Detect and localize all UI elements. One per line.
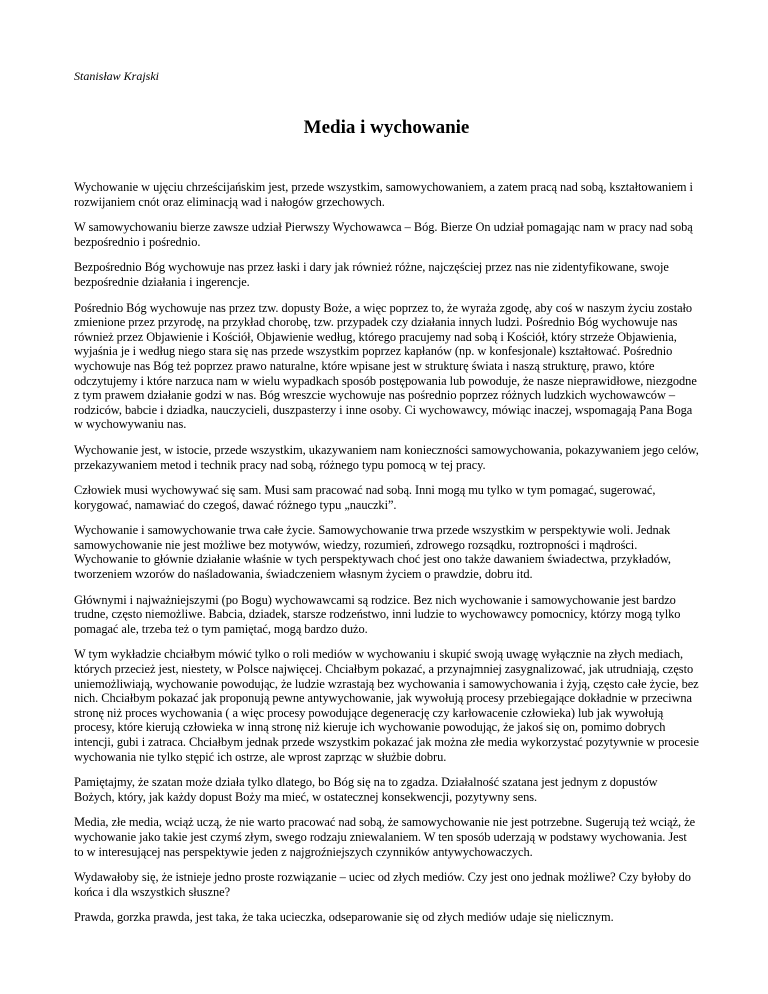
paragraph: Pośrednio Bóg wychowuje nas przez tzw. dopusty Boże, a więc poprzez to, że wyraża zgodę, aby coś w naszym życiu zostało zmienione przez przyrodę, na przykład chorobę, tzw. przypadek czy działania innych ludzi. Pośrednio Bóg wychowuje nas również przez Objawienie i Kościół, Objawienie według, którego pracujemy nad sobą i Kościół, który strzeże Objawienia, wyjaśnia je i według niego stara się nas przede wszystkim poprzez kapłanów (np. w konfesjonale) kształtować. Pośrednio wychowuje nas Bóg też poprzez prawo naturalne, które wpisane jest w strukturę świata i naszą strukturę, prawo, które odczytujemy i które narzuca nam w wielu wypadkach sposób postępowania lub powoduje, że nasze nieprawidłowe, niezgodne z tym prawem działanie godzi w nas. Bóg wreszcie wychowuje nas pośrednio poprzez różnych ludzkich wychowawców – rodziców, babcie i dziadka, nauczycieli, duszpasterzy i inne osoby. Ci wychowawcy, mówiąc inaczej, wspomagają Pana Boga w wychowywaniu nas. <box>74 300 697 432</box>
paragraph: Wychowanie i samowychowanie trwa całe życie. Samowychowanie trwa przede wszystkim w perspektywie woli. Jednak samowychowanie nie jest możliwe bez motywów, wiedzy, rozumień, zdrowego rozsądku, roztropności i mądrości. Wychowanie to głównie działanie właśnie w tych perspektywach choć jest ono także dawaniem świadectwa, przykładów, tworzeniem wzorów do naśladowania, świadczeniem własnym życiem o prawdzie, dobru itd. <box>74 523 671 582</box>
document-title: Media i wychowanie <box>303 117 470 138</box>
author-name: Stanisław Krajski <box>74 69 160 83</box>
paragraph: Pamiętajmy, że szatan może działa tylko dlatego, bo Bóg się na to zgadza. Działalność szatana jest jednym z dopustów Bożych, który, jak każdy dopust Boży ma mieć, w ostatecznej konsekwencji, pozytywny sens. <box>74 775 658 804</box>
paragraph: Wychowanie jest, w istocie, przede wszystkim, ukazywaniem nam konieczności samowychowania, pokazywaniem jego celów, przekazywaniem metod i technik pracy nad sobą, różnego typu pomocą w tej pracy. <box>74 442 699 472</box>
paragraph: Wychowanie w ujęciu chrześcijańskim jest, przede wszystkim, samowychowaniem, a zatem pracą nad sobą, kształtowaniem i rozwijaniem cnót oraz eliminacją wad i nałogów grzechowych. <box>74 180 693 209</box>
paragraph: Prawda, gorzka prawda, jest taka, że taka ucieczka, odseparowanie się od złych mediów udaje się nielicznym. <box>74 910 614 925</box>
document-body <box>74 180 699 936</box>
paragraph: Media, złe media, wciąż uczą, że nie warto pracować nad sobą, że samowychowanie nie jest potrzebne. Sugerują też wciąż, że wychowanie jako takie jest czymś złym, swego rodzaju zniewalaniem. W ten sposób uderzają w podstawy wychowania. Jest to w interesującej nas perspektywie jeden z najgroźniejszych czynników antywychowaczych. <box>74 815 696 859</box>
paragraph: Bezpośrednio Bóg wychowuje nas przez łaski i dary jak również różne, najczęściej przez nas nie zidentyfikowane, swoje bezpośrednie działania i ingerencje. <box>74 260 669 289</box>
paragraph: W tym wykładzie chciałbym mówić tylko o roli mediów w wychowaniu i skupić swoją uwagę wyłącznie na złych mediach, których przecież jest, niestety, w Polsce najwięcej. Chciałbym pokazać, a przynajmniej zasygnalizować, jak utrudniają, często uniemożliwiają, wychowanie powodując, że ludzie wzrastają bez wychowania i samowychowania i żyją, często całe życie, bez nich. Chciałbym pokazać jak proponują pewne antywychowanie, jak wywołują procesy przebiegające dokładnie w przeciwna stronę niż proces wychowania ( a więc procesy powodujące degenerację czy karłowacenie człowieka) lub jak wywołują procesy, które kierują człowieka w inną stronę niż kieruje ich wychowanie powodując, że jakoś się on, pomimo dobrych intencji, gubi i zatraca. Chciałbym jednak przede wszystkim pokazać jak można złe media wykorzystać pozytywnie w procesie wychowania nie tylko stępić ich ostrze, ale wprost zaprząc w służbie dobru. <box>74 647 699 764</box>
paragraph: Głównymi i najważniejszymi (po Bogu) wychowawcami są rodzice. Bez nich wychowanie i samowychowanie jest bardzo trudne, często niemożliwe. Babcia, dziadek, starsze rodzeństwo, inni ludzie to wychowawcy pomocnicy, którzy mogą tylko pomagać ale, trzeba też o tym pamiętać, mogą bardzo dużo. <box>74 592 681 636</box>
paragraph: Człowiek musi wychowywać się sam. Musi sam pracować nad sobą. Inni mogą mu tylko w tym pomagać, sugerować, korygować, namawiać do czegoś, dawać różnego typu „nauczki”. <box>74 483 656 512</box>
paragraph: Wydawałoby się, że istnieje jedno proste rozwiązanie – uciec od złych mediów. Czy jest ono jednak możliwe? Czy byłoby do końca i dla wszystkich słuszne? <box>74 870 691 899</box>
paragraph: W samowychowaniu bierze zawsze udział Pierwszy Wychowawca – Bóg. Bierze On udział pomagając nam w pracy nad sobą bezpośrednio i pośrednio. <box>74 220 693 249</box>
